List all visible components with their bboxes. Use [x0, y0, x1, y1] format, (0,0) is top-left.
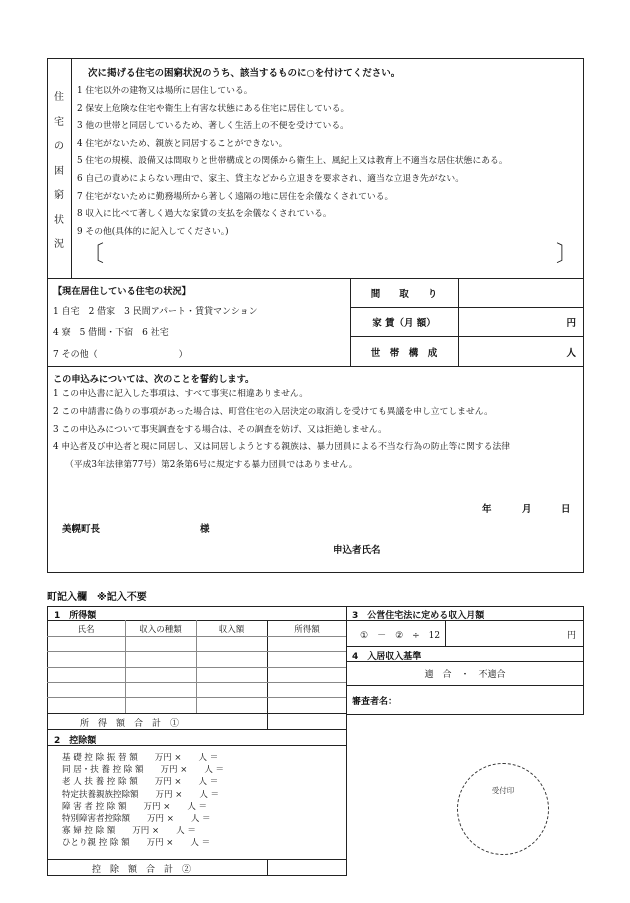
hardship-item[interactable]: 5 住宅の規模、設備又は間取りと世帯構成との関係から衛生上、風紀上又は教育上不適当な居住状態にある。: [77, 156, 508, 167]
deduction-list: [62, 752, 224, 850]
deduction-title: 2 控除額: [54, 736, 97, 746]
monthly-income-title: 3 公営住宅法に定める収入月額: [352, 611, 485, 621]
residence-options-3[interactable]: 7 その他（ ）: [53, 350, 188, 360]
town-section-heading: 町記入欄 ※記入不要: [47, 592, 147, 603]
income-total-label: 所 得 額 合 計 ①: [80, 719, 180, 729]
residence-title: 【現在居住している住宅の状況】: [53, 286, 191, 297]
reception-stamp-circle: [457, 763, 549, 855]
pledge-item: （平成3年法律第77号）第2条第6号に規定する暴力団員ではありません。: [65, 460, 358, 471]
mayor-sama: 様: [200, 524, 210, 535]
date-month: 月: [522, 504, 532, 515]
pledge-item: 3 この申込みについて事実調査をする場合は、その調査を妨げ、又は拒絶しません。: [53, 424, 387, 435]
bracket-open: 〔: [82, 242, 105, 267]
examiner-label: 審査者名：: [352, 697, 398, 707]
pledge-item: 1 この申込書に記入した事項は、すべて事実に相違ありません。: [53, 389, 309, 399]
household-unit: 人: [566, 348, 576, 359]
deduction-row: 基 礎 控 除 振 替 額 万円 × 人 ＝: [62, 753, 219, 763]
rent-label: 家 賃（月 額）: [372, 318, 436, 329]
hardship-side-label: 住 宅 の 困 窮 状 況: [54, 92, 64, 250]
hardship-instruction: 次に掲げる住宅の困窮状況のうち、該当するものに○を付けてください。: [88, 68, 401, 79]
hardship-item[interactable]: 9 その他(具体的に記入してください。): [77, 226, 229, 237]
monthly-income-unit: 円: [566, 631, 576, 641]
residence-options-2[interactable]: 4 寮 5 借間・下宿 6 社宅: [53, 328, 169, 338]
deduction-row: 特別障害者控除額 万円 × 人 ＝: [62, 814, 211, 825]
hardship-item[interactable]: 3 他の世帯と同居しているため、著しく生活上の不便を受けている。: [77, 121, 349, 132]
other-detail-field[interactable]: [82, 242, 578, 268]
monthly-income-formula: ① － ② ÷ 12: [360, 631, 441, 641]
income-standard-title: 4 入居収入基準: [352, 652, 422, 662]
deduction-row: 障 害 者 控 除 額 万円 × 人 ＝: [62, 801, 208, 812]
hardship-item[interactable]: 2 保安上危険な住宅や衛生上有害な状態にある住宅に居住している。: [77, 103, 350, 114]
deduction-row: 寡 婦 控 除 額 万円 × 人 ＝: [62, 826, 196, 837]
income-header-name: 氏名: [77, 625, 95, 635]
applicant-name-label[interactable]: 申込者氏名: [333, 545, 381, 556]
pledge-title: この申込みについては、次のことを誓約します。: [53, 374, 255, 385]
hardship-item[interactable]: 7 住宅がないために勤務場所から著しく遠隔の地に居住を余儀なくされている。: [77, 191, 394, 202]
income-header-amount: 収入額: [218, 625, 245, 635]
date-day: 日: [561, 504, 571, 515]
deduction-row: 特定扶養親族控除額 万円 × 人 ＝: [62, 789, 220, 800]
hardship-item[interactable]: 6 自己の責めによらない理由で、家主、貸主などから立退きを要求され、適当な立退き先がない。: [77, 173, 465, 184]
pledge-list: [53, 386, 510, 475]
mayor-label: 美幌町長: [62, 524, 101, 535]
rent-unit: 円: [566, 318, 576, 329]
household-label: 世 帯 構 成: [370, 348, 438, 359]
income-header-income: 所得額: [294, 625, 320, 635]
hardship-item[interactable]: 1 住宅以外の建物又は場所に居住している。: [77, 86, 253, 96]
income-standard-value[interactable]: 適 合 ・ 不適合: [424, 670, 506, 680]
hardship-item[interactable]: 8 収入に比べて著しく過大な家賃の支払を余儀なくされている。: [77, 209, 332, 220]
residence-options-1[interactable]: 1 自宅 2 借家 3 民間アパート・賃貸マンション: [53, 307, 258, 317]
pledge-item: 4 申込者及び申込者と現に同居し、又は同居しようとする親族は、暴力団員による不当な行為の防止等に関する法律: [53, 442, 511, 453]
reception-stamp-label: 受付印: [491, 786, 515, 795]
income-header-type: 収入の種類: [139, 625, 182, 635]
pledge-item: 2 この申請書に偽りの事項があった場合は、町営住宅の入居決定の取消しを受けても異議を申し立てしません。: [53, 406, 493, 417]
hardship-list: [77, 83, 508, 241]
bracket-close: 〕: [555, 242, 578, 267]
deduction-row: 同 居・扶 養 控 除 額 万円 × 人 ＝: [62, 765, 225, 776]
hardship-item[interactable]: 4 住宅がないため、親族と同居することができない。: [77, 138, 288, 149]
income-title: 1 所得額: [54, 611, 97, 621]
deduction-row: ひとり親 控 除 額 万円 × 人 ＝: [62, 838, 211, 849]
deduction-total-label: 控 除 額 合 計 ②: [92, 865, 192, 875]
madori-label: 間 取 り: [370, 289, 438, 300]
deduction-row: 老 人 扶 養 控 除 額 万円 × 人 ＝: [62, 777, 219, 788]
date-year: 年: [482, 504, 492, 515]
